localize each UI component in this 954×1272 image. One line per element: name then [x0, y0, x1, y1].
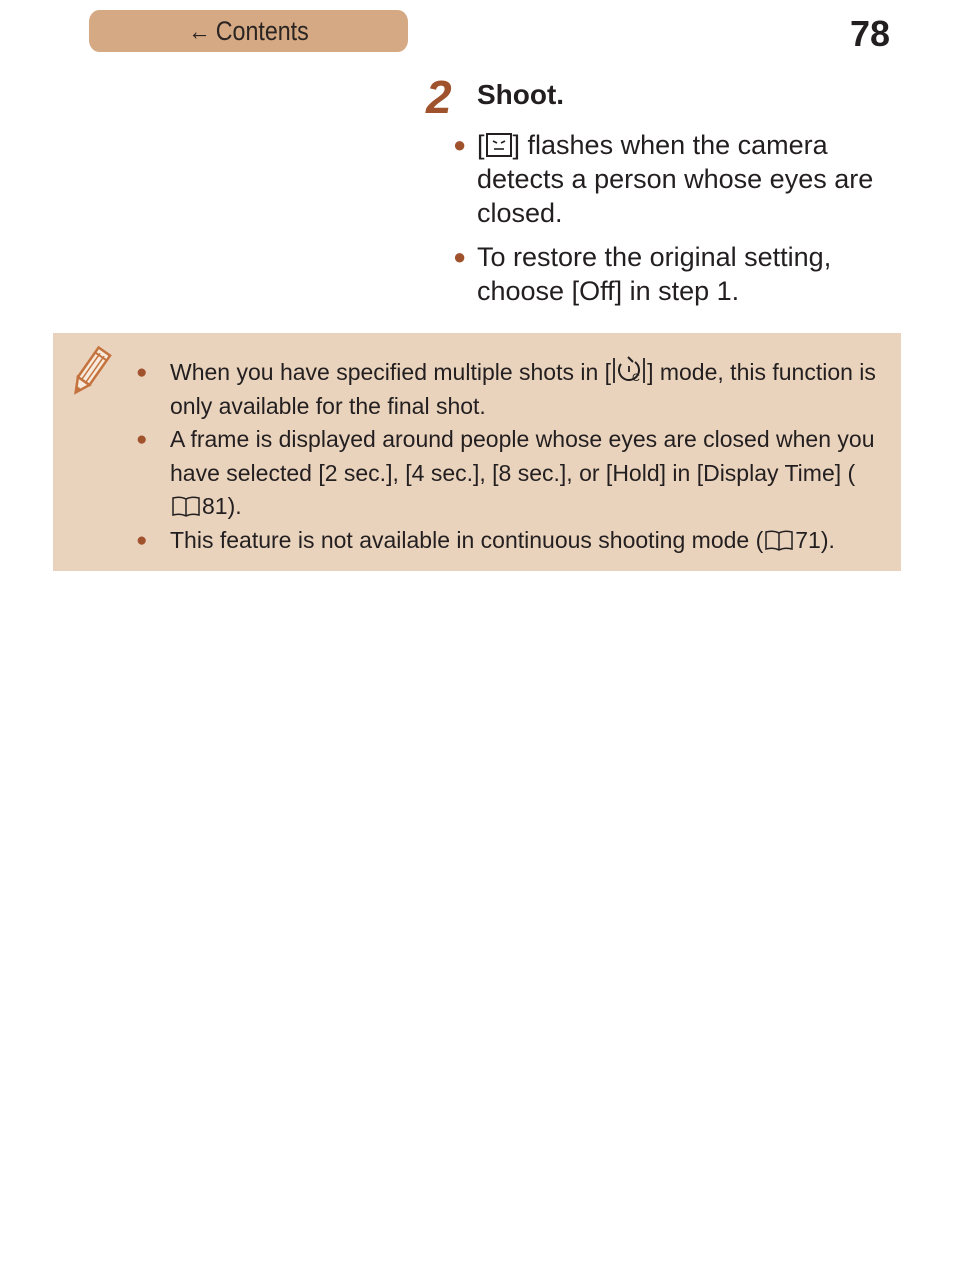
bullet-icon: ● — [453, 244, 467, 269]
svg-text:C: C — [632, 372, 641, 384]
step-bullet-list — [450, 128, 910, 318]
list-item: ● [ ] flashes when the camera detects a person whose eyes are closed. — [453, 130, 874, 228]
custom-timer-icon — [611, 356, 647, 384]
bullet-icon: ● — [453, 132, 467, 157]
contents-label: Contents — [215, 15, 309, 46]
bullet-icon: ● — [136, 429, 148, 450]
page-number: 78 — [849, 13, 890, 54]
list-item: ● When you have specified multiple shots in [ C ] mode, this function is only available for the final shot. — [134, 356, 884, 423]
list-item: ● To restore the original setting, choose [Off] in step 1. — [453, 242, 832, 306]
bullet-icon: ● — [136, 529, 148, 551]
book-icon — [764, 529, 794, 551]
blink-warning-icon — [485, 132, 513, 158]
contents-button[interactable] — [89, 10, 408, 52]
arrow-left-icon: ← — [188, 15, 211, 46]
note-list — [134, 356, 884, 557]
list-item: ● This feature is not available in continuous shooting mode ( 71). — [134, 524, 884, 558]
step-title: Shoot. — [477, 79, 565, 110]
book-icon — [171, 495, 201, 517]
bullet-icon: ● — [136, 362, 148, 383]
step-number: 2 — [426, 71, 452, 123]
pencil-icon — [68, 345, 112, 399]
list-item: ● A frame is displayed around people whose eyes are closed when you have selected [2 sec.], [4 sec.], [8 sec.], or [Hold] in [Display Time] (81). — [134, 423, 884, 524]
